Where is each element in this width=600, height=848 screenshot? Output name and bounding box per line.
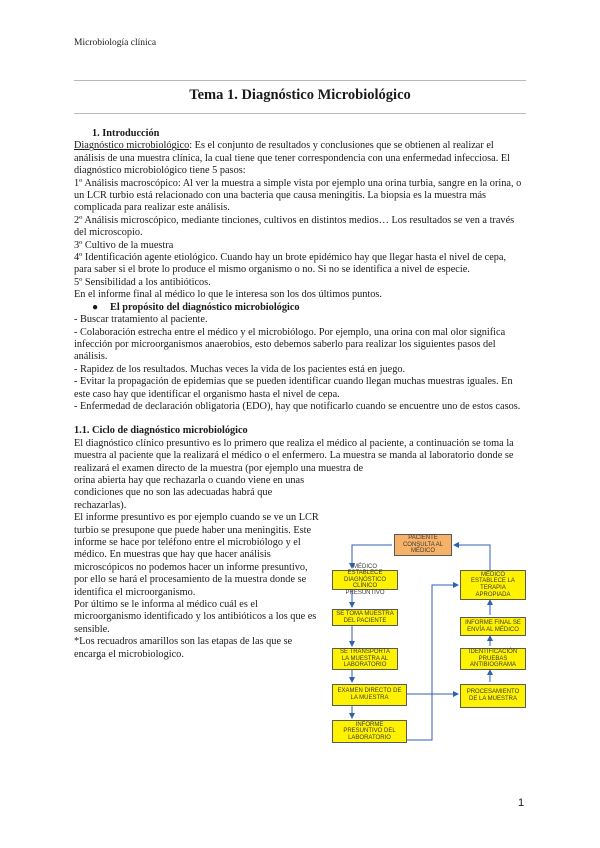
purpose-heading-text: El propósito del diagnóstico microbiológico	[110, 301, 300, 313]
cycle-note: *Los recuadros amarillos son las etapas de las que se encarga el microbiologico.	[74, 636, 293, 660]
step-2: 2º Análisis microscópico, mediante tinciones, cultivos en distintos medios… Los resultados se ven a través del microscopio.	[74, 214, 515, 239]
step-4: 4º Identificación agente etiológico. Cuando hay un brote epidémico hay que llegar hasta el nivel de cepa, para saber si el brote lo produce el mismo organismo o no. Si no se identifica a nivel de especie.	[74, 252, 507, 276]
flow-box-left	[332, 563, 398, 596]
purpose-item: - Enfermedad de declaración obligatoria (EDO), hay que notificarlo cuando se encuentre uno de estos casos.	[74, 400, 521, 412]
flow-box-right	[460, 648, 526, 670]
flow-box-left	[332, 609, 398, 626]
flow-box-right	[460, 570, 526, 600]
flow-box-right	[460, 684, 526, 708]
step-5: 5º Sensibilidad a los antibióticos.	[74, 276, 211, 288]
flow-box-right	[460, 617, 526, 636]
section-heading-ciclo: 1.1. Ciclo de diagnóstico microbiológico	[74, 425, 248, 437]
flow-box-label: SE TOMA MUESTRA DEL PACIENTE	[336, 610, 394, 624]
purpose-item: - Rapidez de los resultados. Muchas veces la vida de los pacientes está en juego.	[74, 363, 406, 375]
cycle-paragraph-final: Por último se le informa al médico cuál es el microorganismo identificado y los antibióticos a los que es sensible.	[74, 599, 317, 635]
header-rule-bottom	[74, 113, 526, 114]
section-heading-introduccion: 1. Introducción	[92, 128, 160, 139]
flow-box-label: INFORME PRESUNTIVO DEL LABORATORIO	[343, 721, 396, 741]
flow-box-left	[332, 684, 407, 706]
step-1: 1º Análisis macroscópico: Al ver la muestra a simple vista por ejemplo una orina turbia, sangre en la orina, o un LCR turbio está relacionado con una bacteria que causa meningitis. La biopsia es la muestra más complicada para realizar este análisis.	[74, 177, 522, 214]
flow-box-label: INFORME FINAL SE ENVÍA AL MÉDICO	[465, 619, 521, 633]
flow-box-left	[332, 648, 398, 670]
page-title: Tema 1. Diagnóstico Microbiológico	[189, 87, 411, 103]
flow-box-label: PROCESAMIENTO DE LA MUESTRA	[466, 689, 520, 702]
header-rule-top	[74, 80, 526, 81]
flow-box-label: EXAMEN DIRECTO DE LA MUESTRA	[337, 688, 402, 701]
purpose-item: - Colaboración estrecha entre el médico y el microbiólogo. Por ejemplo, una orina con mal olor significa infección por microorganismos anaerobios, esto debemos saberlo para realizar los siguientes pasos del análisis.	[74, 326, 506, 363]
flow-box-label: PACIENTE CONSULTA AL MÉDICO	[402, 535, 444, 555]
connector-report-therapy	[407, 585, 458, 740]
bullet-icon: ●	[92, 301, 99, 313]
cycle-paragraph-report: El informe presuntivo es por ejemplo cuando se ve un LCR turbio se presupone que puede haber una meningitis. Este informe se hace por teléfono entre el microbiólogo y el médico. En muestras que hay que hacer análisis microscópicos no podemos hacer un informe presuntivo, por ello se hará el procesamiento de la muestra donde se identifica el microorganismo.	[74, 512, 319, 598]
diagnostic-flowchart	[330, 528, 530, 768]
final-note: En el informe final al médico lo que le interesa son los dos últimos puntos.	[74, 289, 382, 301]
purpose-item: - Evitar la propagación de epidemias que se pueden identificar cuando llegan muchas muestras iguales. En este caso hay que identificar el organismo hasta el nivel de cepa.	[74, 376, 513, 400]
purpose-heading	[74, 302, 526, 314]
definition-text: : Es el conjunto de resultados y conclusiones que se obtienen al realizar el análisis de una muestra clínica, la cual tiene que tener correspondencia con una enfermedad infecciosa. El diagnóstico microbiológico tiene 5 pasos:	[74, 140, 510, 177]
running-header: Microbiología clínica	[74, 38, 157, 48]
purpose-item: - Buscar tratamiento al paciente.	[74, 314, 208, 326]
flow-box-label: MÉDICO ESTABLECE LA TERAPIA APROPIADA	[471, 571, 515, 598]
definition-paragraph	[74, 140, 526, 177]
cycle-paragraph-narrow: orina abierta hay que rechazarla o cuando viene en unas condiciones que no son las adecuadas habrá que rechazarlas).	[74, 474, 305, 511]
step-3: 3º Cultivo de la muestra	[74, 239, 174, 251]
definition-term: Diagnóstico microbiológico	[74, 140, 190, 152]
cycle-paragraph-full: El diagnóstico clínico presuntivo es lo primero que realiza el médico al paciente, a continuación se toma la muestra al paciente que la realizará el médico o el enfermero. La muestra se manda al laboratorio donde se realizará el examen directo de la muestra (por ejemplo una muestra de	[74, 437, 514, 474]
flow-box-label: SE TRANSPORTA LA MUESTRA AL LABORATORIO	[339, 649, 390, 669]
flow-box-start	[394, 534, 452, 556]
flow-box-left	[332, 720, 407, 743]
flow-box-label: MÉDICO ESTABLECE DIAGNÓSTICO CLÍNICO PRESUNTIVO	[343, 563, 386, 596]
page-number: 1	[518, 797, 525, 809]
connector-therapy-start	[454, 545, 490, 570]
flow-box-label: IDENTIFICACIÓN PRUEBAS ANTIBIOGRAMA	[468, 649, 518, 669]
